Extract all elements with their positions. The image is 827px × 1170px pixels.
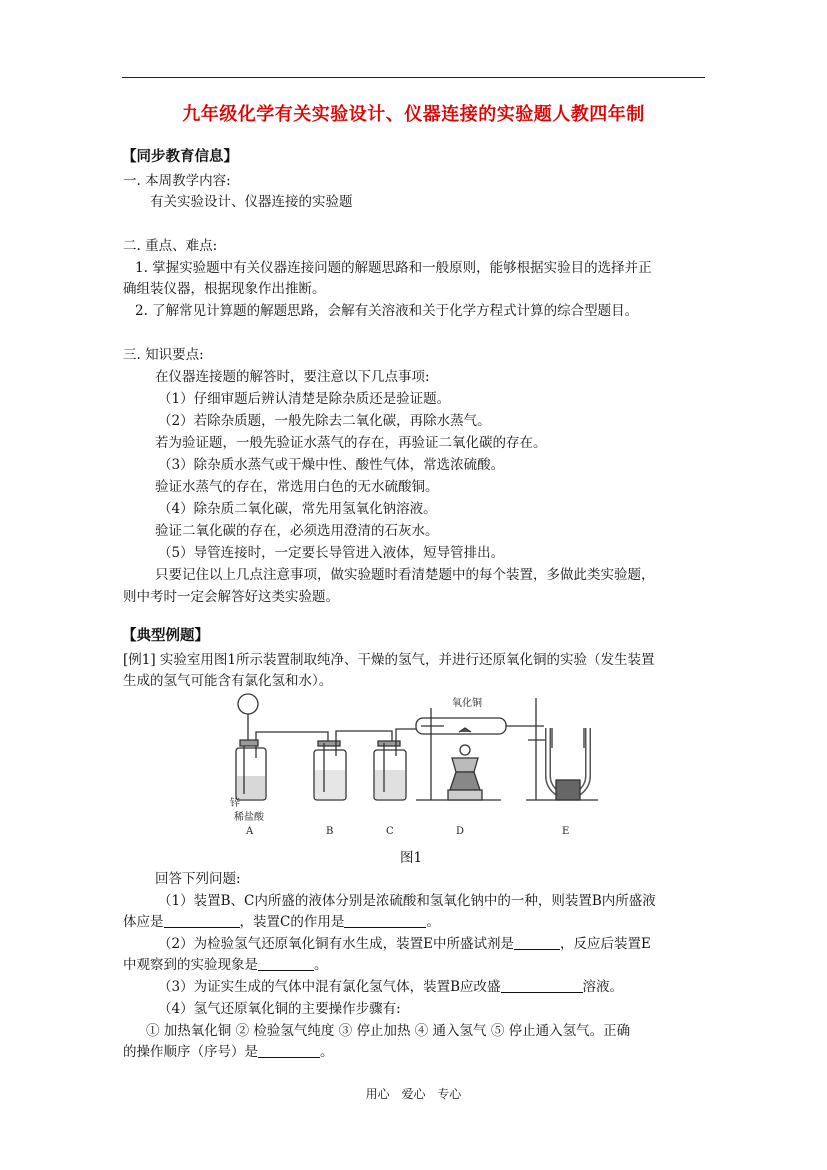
knowledge-2: （2）若除杂质题，一般先除去二氧化碳，再除水蒸气。 [158,413,491,429]
heading-1-body: 有关实验设计、仪器连接的实验题 [150,194,353,210]
zinc-label: 锌 [230,798,240,809]
question-3: （3）为证实生成的气体中混有氯化氢气体，装置B应改盛 溶液。 [158,979,624,995]
apparatus-e [526,698,598,800]
apparatus-figure [226,688,636,838]
cuo-label: 氧化铜 [452,698,482,709]
question-4-end: 的操作顺序（序号）是 。 [123,1044,334,1060]
example-1b: 生成的氢气可能含有氯化氢和水）。 [123,673,333,689]
knowledge-9b: 则中考时一定会解答好这类实验题。 [123,589,339,605]
label-c: C [386,826,394,837]
apparatus-b [314,741,346,800]
answer-blank-5[interactable] [501,978,583,993]
question-1a: （1）装置B、C内所盛的液体分别是浓硫酸和氢氧化钠中的一种，则装置B内所盛液 [158,893,656,909]
header-rule [122,77,705,78]
label-e: E [562,826,570,837]
label-a: A [246,826,254,837]
knowledge-1: （1）仔细审题后辨认清楚是除杂质还是验证题。 [158,391,451,407]
page-footer: 用心 爱心 专心 [365,1087,462,1101]
question-1b: 体应是 ，装置C的作用是 。 [123,914,440,930]
knowledge-7: 验证二氧化碳的存在，必须选用澄清的石灰水。 [155,523,439,539]
knowledge-3: 若为验证题，一般先验证水蒸气的存在，再验证二氧化碳的存在。 [155,435,547,451]
example-1a: [例1] 实验室用图1所示装置制取纯净、干燥的氢气，并进行还原氧化铜的实验（发生装置 [123,652,655,668]
question-4: （4）氢气还原氧化铜的主要操作步骤有: [158,1001,401,1017]
answer-blank-2[interactable] [344,913,426,928]
question-intro: 回答下列问题: [155,871,241,887]
label-d: D [456,826,465,837]
section-header-sync: 【同步教育信息】 [122,148,238,165]
section-header-examples: 【典型例题】 [122,627,209,644]
label-b: B [326,826,334,837]
question-4-options: ① 加热氧化铜 ② 检验氢气纯度 ③ 停止加热 ④ 通入氢气 ⑤ 停止通入氢气。正确 [146,1023,631,1039]
point-2: 2. 了解常见计算题的解题思路，会解有关溶液和关于化学方程式计算的综合型题目。 [135,303,639,319]
knowledge-4: （3）除杂质水蒸气或干燥中性、酸性气体，常选浓硫酸。 [158,457,505,473]
knowledge-5: 验证水蒸气的存在，常选用白色的无水硫酸铜。 [155,479,439,495]
figure-caption: 图1 [400,850,423,866]
heading-3: 三. 知识要点: [123,347,204,363]
heading-1: 一. 本周教学内容: [123,173,231,189]
acid-label: 稀盐酸 [234,812,264,823]
answer-blank-3[interactable] [514,935,560,950]
knowledge-8: （5）导管连接时，一定要长导管进入液体，短导管排出。 [158,545,505,561]
knowledge-6: （4）除杂质二氧化碳，常先用氢氧化钠溶液。 [158,501,437,517]
answer-blank-1[interactable] [164,913,240,928]
knowledge-0: 在仪器连接题的解答时，要注意以下几点事项: [155,369,430,385]
knowledge-9a: 只要记住以上几点注意事项，做实验题时看清楚题中的每个装置，多做此类实验题， [155,567,655,583]
heading-2: 二. 重点、难点: [123,238,218,254]
answer-blank-4[interactable] [258,956,314,971]
document-title: 九年级化学有关实验设计、仪器连接的实验题人教四年制 [182,104,645,125]
point-1a: 1. 掌握实验题中有关仪器连接问题的解题思路和一般原则，能够根据实验目的选择并正 [135,260,652,276]
point-1b: 确组装仪器，根据现象作出推断。 [123,281,326,297]
question-2b: 中观察到的实验现象是 。 [123,957,328,973]
apparatus-d [416,708,544,800]
apparatus-c [374,741,406,800]
answer-blank-6[interactable] [258,1043,320,1058]
question-2a: （2）为检验氢气还原氧化铜有水生成，装置E中所盛试剂是 ，反应后装置E [158,936,651,952]
apparatus-a [236,694,266,800]
